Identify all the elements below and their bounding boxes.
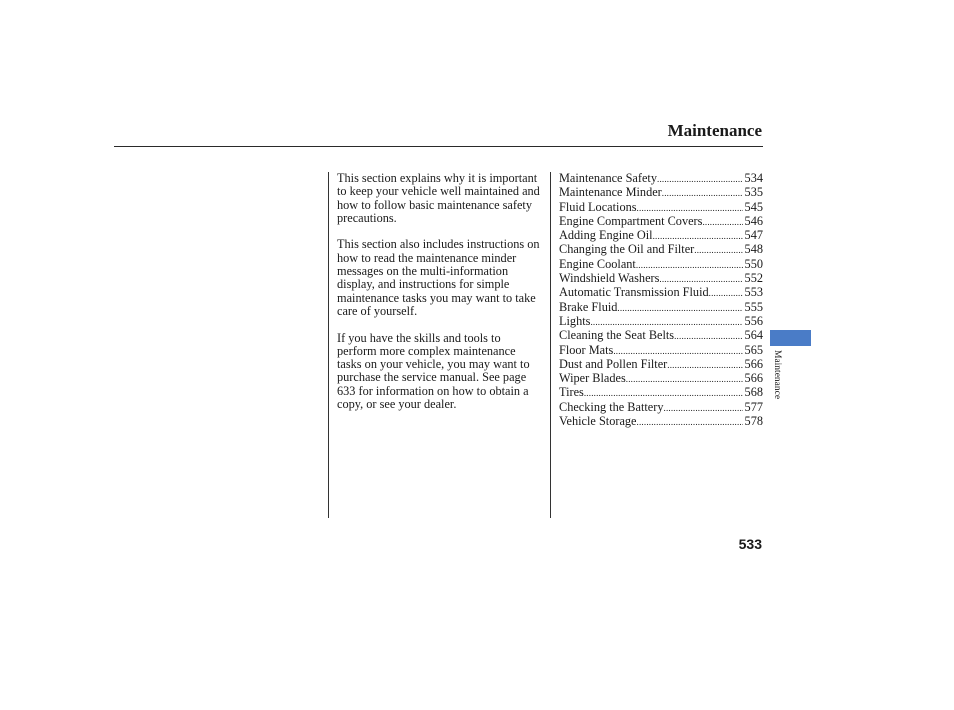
toc-entry[interactable] <box>559 272 763 286</box>
toc-entry-label: Checking the Battery <box>559 399 664 414</box>
toc-entry-label: Windshield Washers <box>559 271 660 286</box>
toc-entry[interactable] <box>559 286 763 300</box>
toc-entry[interactable] <box>559 186 763 200</box>
toc-leader <box>584 387 743 400</box>
toc-entry-label: Fluid Locations <box>559 199 637 214</box>
toc-entry-page: 548 <box>744 242 763 257</box>
toc-entry-label: Automatic Transmission Fluid <box>559 285 709 300</box>
toc-entry[interactable] <box>559 329 763 343</box>
toc-leader <box>637 202 743 215</box>
toc-entry-label: Cleaning the Seat Belts <box>559 328 675 343</box>
intro-text <box>337 172 542 425</box>
toc-entry-page: 566 <box>744 356 763 371</box>
toc-leader <box>709 287 743 300</box>
toc-entry[interactable] <box>559 243 763 257</box>
toc-entry-label: Engine Compartment Covers <box>559 213 703 228</box>
page-title: Maintenance <box>667 121 762 140</box>
toc-entry-page: 534 <box>744 171 763 185</box>
toc-entry-page: 545 <box>744 199 763 214</box>
toc-leader <box>617 302 742 315</box>
toc-entry-label: Lights <box>559 313 591 328</box>
toc-entry-page: 577 <box>744 399 763 414</box>
toc-leader <box>664 402 743 415</box>
toc-leader <box>659 273 742 286</box>
header-divider <box>114 146 763 147</box>
toc-entry[interactable] <box>559 315 763 329</box>
toc-entry[interactable] <box>559 201 763 215</box>
table-of-contents <box>559 172 763 429</box>
toc-entry-page: 566 <box>744 371 763 386</box>
column-divider-left <box>328 172 329 518</box>
toc-entry-page: 535 <box>744 185 763 200</box>
toc-entry-page: 550 <box>744 256 763 271</box>
toc-entry[interactable] <box>559 401 763 415</box>
toc-entry[interactable] <box>559 172 763 186</box>
toc-leader <box>637 416 743 429</box>
toc-entry-label: Vehicle Storage <box>559 414 637 429</box>
toc-leader <box>694 244 742 257</box>
toc-leader <box>613 345 742 358</box>
toc-entry[interactable] <box>559 372 763 386</box>
toc-entry[interactable] <box>559 215 763 229</box>
toc-leader <box>626 373 743 386</box>
toc-entry[interactable] <box>559 358 763 372</box>
toc-entry-page: 553 <box>744 285 763 300</box>
column-divider-middle <box>550 172 551 518</box>
toc-leader <box>662 187 743 200</box>
toc-entry-page: 555 <box>744 299 763 314</box>
toc-entry-label: Wiper Blades <box>559 371 626 386</box>
toc-entry[interactable] <box>559 415 763 429</box>
intro-paragraph: If you have the skills and tools to perform more complex maintenance tasks on your vehicle, you may want to purchase the service manual. See page 633 for information on how to obtain a copy, or see your dealer. <box>337 330 530 412</box>
intro-paragraph: This section explains why it is important to keep your vehicle well maintained and how to follow basic maintenance safety precautions. <box>337 171 540 225</box>
toc-entry-page: 552 <box>744 271 763 286</box>
toc-entry-label: Changing the Oil and Filter <box>559 242 695 257</box>
toc-entry-page: 546 <box>744 213 763 228</box>
page-number: 533 <box>738 536 762 552</box>
toc-entry-label: Maintenance Minder <box>559 185 662 200</box>
toc-entry-label: Engine Coolant <box>559 256 636 271</box>
toc-entry[interactable] <box>559 344 763 358</box>
toc-entry[interactable] <box>559 301 763 315</box>
toc-entry-label: Tires <box>559 385 584 400</box>
toc-entry[interactable] <box>559 229 763 243</box>
toc-leader <box>702 216 742 229</box>
toc-entry-page: 565 <box>744 342 763 357</box>
toc-leader <box>674 330 742 343</box>
toc-entry-label: Brake Fluid <box>559 299 618 314</box>
toc-entry-page: 578 <box>744 414 763 429</box>
toc-leader <box>657 173 743 186</box>
toc-entry-label: Adding Engine Oil <box>559 228 653 243</box>
toc-entry-label: Dust and Pollen Filter <box>559 356 668 371</box>
toc-leader <box>590 316 742 329</box>
toc-entry-label: Maintenance Safety <box>559 171 657 185</box>
toc-leader <box>667 359 742 372</box>
toc-leader <box>636 259 743 272</box>
toc-entry-page: 564 <box>744 328 763 343</box>
section-tab-marker <box>770 330 811 346</box>
toc-entry-label: Floor Mats <box>559 342 614 357</box>
toc-entry-page: 547 <box>744 228 763 243</box>
toc-entry[interactable] <box>559 258 763 272</box>
section-tab-label: Maintenance <box>772 350 782 400</box>
toc-entry[interactable] <box>559 386 763 400</box>
intro-paragraph: This section also includes instructions on how to read the maintenance minder messages on the multi-information display, and instructions for simple maintenance tasks you may want to take care of yourself. <box>337 237 540 318</box>
toc-entry-page: 568 <box>744 385 763 400</box>
toc-entry-page: 556 <box>744 313 763 328</box>
toc-leader <box>653 230 743 243</box>
